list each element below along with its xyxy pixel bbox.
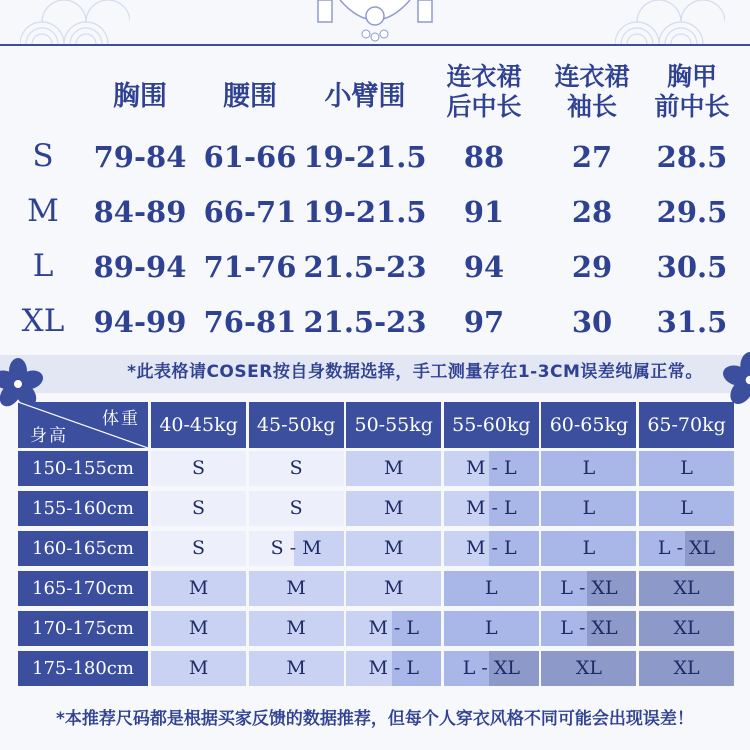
ornament-top	[300, 0, 450, 46]
weight-range-header: 65-70kg	[639, 402, 734, 448]
recommended-size-cell	[249, 651, 344, 686]
measurement-header	[544, 62, 640, 122]
recommended-size-cell	[151, 611, 246, 646]
recommended-size-cell	[346, 491, 441, 526]
recommended-size-cell	[151, 491, 246, 526]
measurement-header-line: 胸围	[113, 81, 167, 112]
recommended-size-label: M	[188, 657, 209, 679]
recommended-size-label: L	[582, 457, 596, 479]
recommended-size-label: M	[286, 577, 306, 599]
weight-range-header: 50-55kg	[346, 402, 441, 448]
recommended-size-label: M	[384, 537, 404, 559]
recommended-size-label: L	[485, 577, 498, 599]
size-label: S	[32, 138, 54, 174]
recommended-size-label: M - L	[466, 537, 517, 559]
recommended-size-cell	[639, 531, 734, 566]
recommended-size-cell	[639, 571, 734, 606]
recommended-size-cell	[639, 451, 734, 486]
measurement-value: 76-81	[203, 305, 297, 339]
wave-pattern-left	[20, 0, 130, 44]
weight-range-header: 55-60kg	[444, 402, 539, 448]
recommended-size-cell	[541, 571, 636, 606]
measurement-header	[196, 82, 304, 112]
measurement-header-line: 胸甲	[666, 62, 717, 91]
recommended-size-label: L	[582, 537, 596, 559]
recommended-size-label: S	[192, 457, 206, 479]
recommended-size-cell	[346, 571, 441, 606]
measurement-header-line: 袖长	[566, 92, 617, 121]
recommended-size-cell	[346, 651, 441, 686]
measurement-value: 79-84	[93, 140, 187, 174]
measurement-value: 30	[571, 305, 613, 339]
measurement-header-line: 小臂围	[324, 81, 406, 112]
recommended-size-cell	[249, 531, 344, 566]
measurement-value: 91	[463, 195, 505, 229]
recommended-size-label: S	[192, 497, 206, 519]
measurement-value: 28	[571, 195, 613, 229]
recommended-size-label: L - XL	[462, 657, 520, 679]
recommended-size-label: XL	[673, 657, 700, 679]
measurement-value: 28.5	[656, 140, 728, 174]
measurement-header	[86, 82, 194, 112]
recommended-size-cell	[444, 611, 539, 646]
recommended-size-label: XL	[575, 657, 603, 679]
recommended-size-cell	[444, 571, 539, 606]
measurement-value: 84-89	[93, 195, 187, 229]
recommended-size-cell	[541, 451, 636, 486]
recommended-size-cell	[639, 491, 734, 526]
recommended-size-label: M - L	[466, 457, 517, 479]
measurement-value: 66-71	[203, 195, 297, 229]
measurement-value: 94	[463, 250, 505, 284]
recommended-size-label: L - XL	[657, 537, 716, 559]
recommended-size-cell	[249, 571, 344, 606]
recommended-size-cell	[639, 611, 734, 646]
recommended-size-cell	[249, 451, 344, 486]
recommended-size-label: S	[289, 497, 303, 519]
recommended-size-cell	[249, 491, 344, 526]
flower-icon-right	[722, 352, 750, 408]
recommended-size-cell	[541, 651, 636, 686]
recommended-size-cell	[151, 531, 246, 566]
weight-range-header: 40-45kg	[151, 402, 246, 448]
recommended-size-cell	[541, 611, 636, 646]
measurement-value: 31.5	[656, 305, 728, 339]
recommended-size-label: XL	[673, 577, 700, 599]
height-range-header: 155-160cm	[18, 491, 148, 526]
recommended-size-cell	[151, 651, 246, 686]
measurement-value: 89-94	[93, 250, 187, 284]
weight-range-header: 60-65kg	[541, 402, 636, 448]
recommended-size-label: S	[289, 457, 303, 479]
measurement-value: 19-21.5	[303, 195, 427, 229]
header-divider	[0, 44, 750, 46]
size-label: XL	[21, 303, 65, 339]
measurement-value: 27	[571, 140, 613, 174]
recommended-size-label: M - L	[368, 617, 420, 639]
height-axis-label: 身高	[30, 426, 68, 446]
measurement-value: 97	[463, 305, 505, 339]
recommended-size-label: S - M	[270, 537, 322, 559]
recommended-size-label: M	[188, 577, 209, 599]
recommended-size-label: M	[384, 457, 404, 479]
measurement-value: 21.5-23	[303, 250, 427, 284]
measurement-value: 71-76	[203, 250, 297, 284]
recommended-size-label: L - XL	[560, 617, 618, 639]
recommended-size-label: M	[384, 497, 404, 519]
measurement-header-line: 后中长	[446, 92, 522, 121]
height-range-header: 165-170cm	[18, 571, 148, 606]
size-label: M	[27, 193, 59, 229]
recommended-size-label: L	[485, 617, 498, 639]
measurement-value: 94-99	[93, 305, 187, 339]
recommended-size-cell	[541, 531, 636, 566]
measurement-header	[640, 62, 744, 122]
measurement-value: 88	[463, 140, 505, 174]
measurement-header-line: 前中长	[654, 92, 730, 121]
size-recommendation-table	[18, 402, 732, 692]
recommended-size-cell	[346, 611, 441, 646]
recommended-size-cell	[541, 491, 636, 526]
recommended-size-cell	[639, 651, 734, 686]
measurement-header	[424, 62, 544, 122]
recommended-size-cell	[444, 451, 539, 486]
height-range-header: 170-175cm	[18, 611, 148, 646]
recommended-size-label: M	[286, 657, 306, 679]
recommended-size-label: L - XL	[560, 577, 618, 599]
recommended-size-cell	[151, 451, 246, 486]
recommended-size-label: M	[384, 577, 404, 599]
recommended-size-cell	[444, 651, 539, 686]
recommended-size-cell	[249, 611, 344, 646]
recommended-size-label: L	[582, 497, 596, 519]
measurement-value: 21.5-23	[303, 305, 427, 339]
recommended-size-label: L	[680, 457, 693, 479]
measurement-value: 19-21.5	[303, 140, 427, 174]
size-label: L	[32, 248, 54, 284]
measurement-value: 29	[571, 250, 613, 284]
recommended-size-cell	[346, 451, 441, 486]
height-range-header: 175-180cm	[18, 651, 148, 686]
measurement-header-line: 连衣裙	[446, 62, 522, 91]
measurement-value: 61-66	[203, 140, 297, 174]
weight-axis-label: 体重	[102, 409, 140, 429]
recommendation-note: *本推荐尺码都是根据买家反馈的数据推荐，但每个人穿衣风格不同可能会出现误差！	[56, 709, 694, 729]
recommended-size-cell	[444, 491, 539, 526]
height-range-header: 160-165cm	[18, 531, 148, 566]
recommended-size-cell	[346, 531, 441, 566]
measurement-header	[306, 82, 424, 112]
recommended-size-label: S	[192, 537, 206, 559]
wave-pattern-right	[615, 0, 725, 44]
measurement-value: 30.5	[656, 250, 728, 284]
recommended-size-label: M	[188, 617, 209, 639]
recommended-size-label: M - L	[368, 657, 420, 679]
height-range-header: 150-155cm	[18, 451, 148, 486]
recommended-size-label: M - L	[466, 497, 517, 519]
measurement-header-line: 腰围	[223, 81, 277, 112]
recommended-size-label: XL	[673, 617, 700, 639]
measurement-note: *此表格请COSER按自身数据选择，手工测量存在1-3CM误差纯属正常。	[0, 355, 750, 393]
recommended-size-label: M	[286, 617, 306, 639]
table-corner-header	[18, 402, 148, 448]
recommended-size-cell	[444, 531, 539, 566]
recommended-size-cell	[151, 571, 246, 606]
measurement-header-line: 连衣裙	[554, 62, 630, 91]
weight-range-header: 45-50kg	[249, 402, 344, 448]
recommended-size-label: L	[680, 497, 693, 519]
measurement-value: 29.5	[656, 195, 728, 229]
